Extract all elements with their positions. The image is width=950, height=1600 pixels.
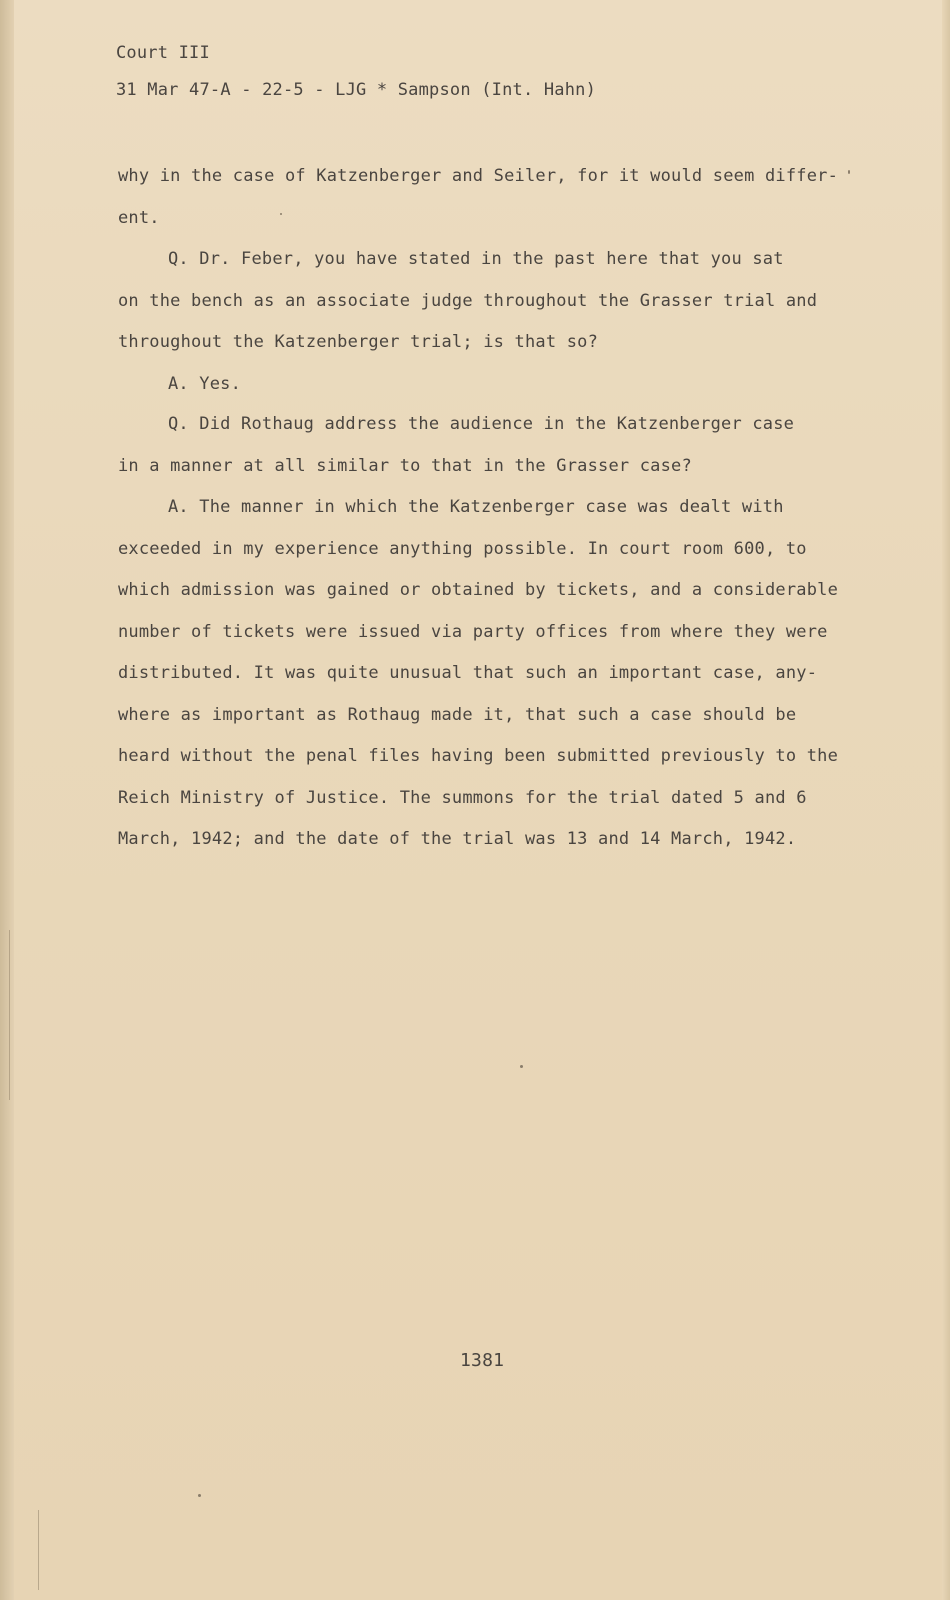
paper-speck [198, 1494, 201, 1497]
transcript-line: in a manner at all similar to that in the Grasser case? [118, 456, 692, 476]
page-number: 1381 [460, 1350, 505, 1371]
transcript-line: throughout the Katzenberger trial; is that so? [118, 332, 599, 352]
paper-speck [848, 170, 850, 174]
transcript-line: March, 1942; and the date of the trial was 13 and 14 March, 1942. [118, 829, 797, 849]
paper-left-edge [0, 0, 14, 1600]
paper-speck [520, 1065, 523, 1068]
paper-speck [280, 213, 282, 215]
transcript-line: exceeded in my experience anything possible. In court room 600, to [118, 539, 807, 559]
paper-crease [9, 930, 10, 1100]
paper-crease [38, 1510, 39, 1590]
answer-line: A. The manner in which the Katzenberger case was dealt with [168, 497, 784, 517]
question-line: Q. Dr. Feber, you have stated in the past here that you sat [168, 249, 784, 269]
transcript-line: ent. [118, 208, 160, 228]
court-label: Court III [116, 43, 210, 63]
transcript-line: Reich Ministry of Justice. The summons for the trial dated 5 and 6 [118, 788, 807, 808]
transcript-line: number of tickets were issued via party offices from where they were [118, 622, 828, 642]
question-line: Q. Did Rothaug address the audience in the Katzenberger case [168, 414, 795, 434]
transcript-line: on the bench as an associate judge throughout the Grasser trial and [118, 291, 818, 311]
transcript-line: heard without the penal files having been submitted previously to the [118, 746, 839, 766]
transcript-line: where as important as Rothaug made it, that such a case should be [118, 705, 797, 725]
transcript-caption: 31 Mar 47-A - 22-5 - LJG * Sampson (Int. Hahn) [116, 80, 597, 100]
transcript-line: why in the case of Katzenberger and Seiler, for it would seem differ- [118, 166, 839, 186]
answer-line: A. Yes. [168, 374, 242, 394]
paper-right-edge [942, 0, 950, 1600]
transcript-line: distributed. It was quite unusual that such an important case, any- [118, 663, 818, 683]
transcript-line: which admission was gained or obtained by tickets, and a considerable [118, 580, 839, 600]
